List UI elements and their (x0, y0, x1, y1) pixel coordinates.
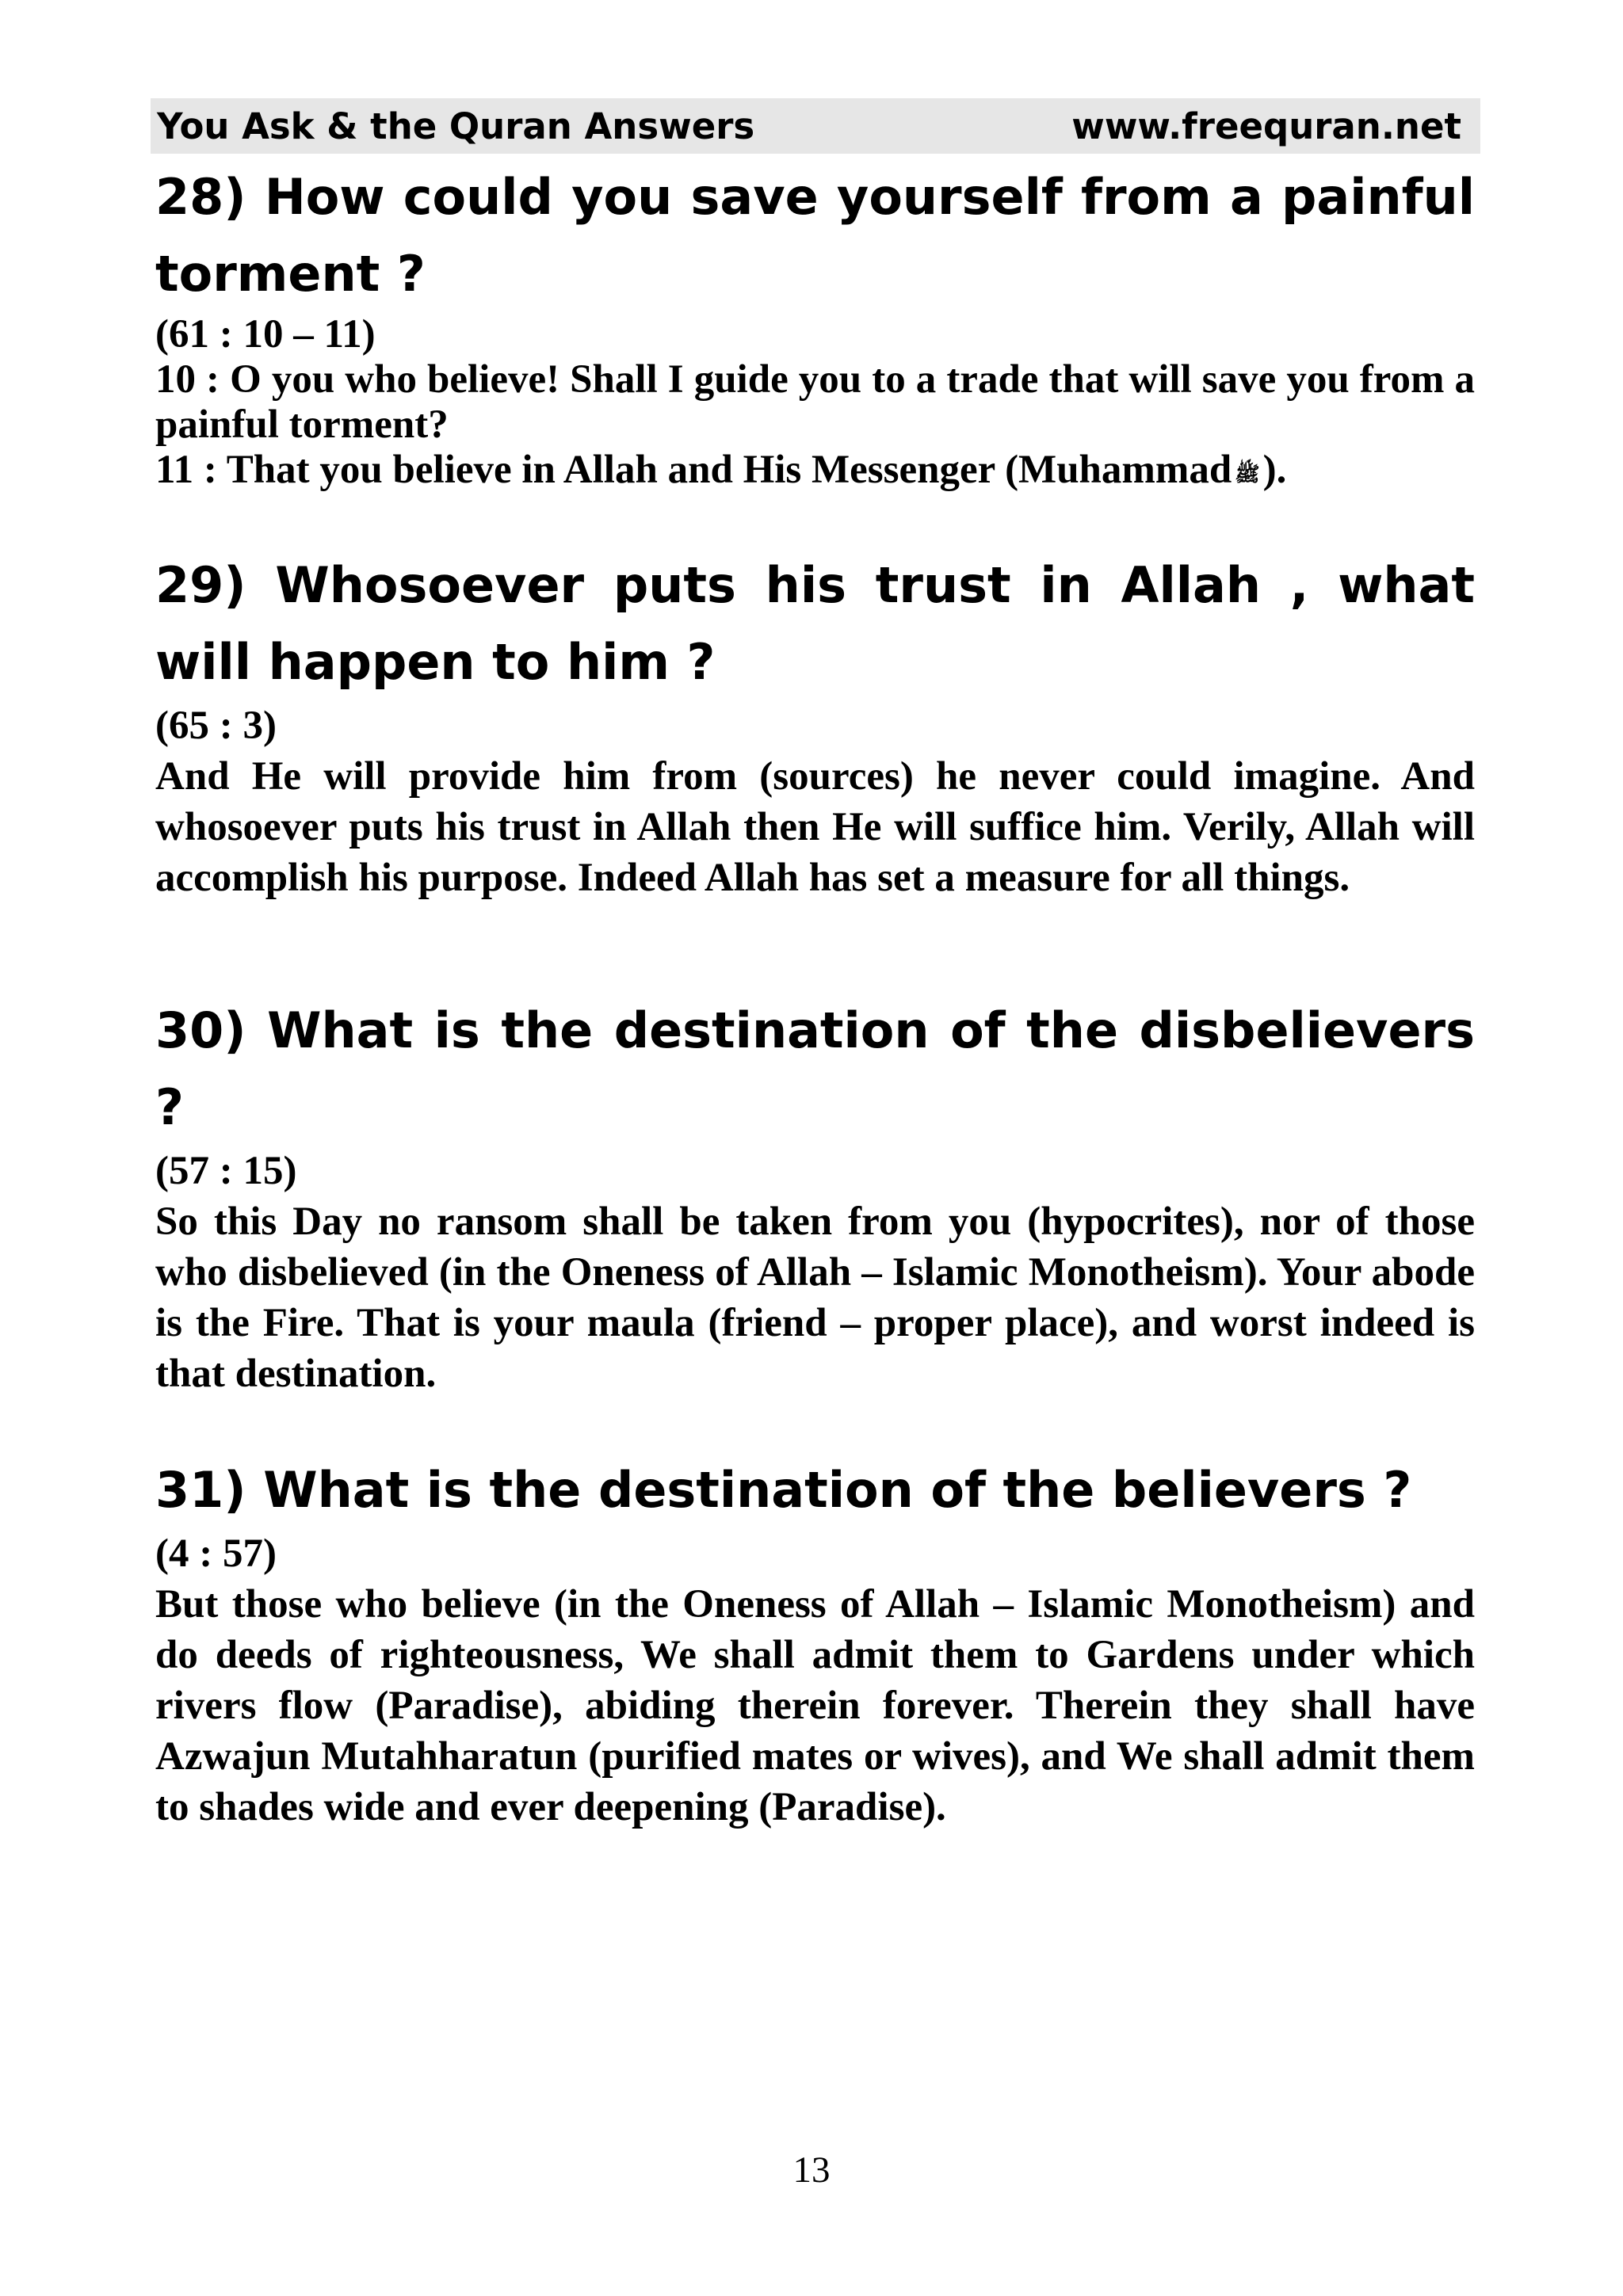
question-section-31 (155, 1451, 1475, 1833)
question-heading: 28) How could you save yourself from a painful torment ? (155, 168, 1475, 303)
question-section-30 (155, 992, 1475, 1399)
verse-reference: (61 : 10 – 11) (155, 312, 376, 357)
question-heading: 30) What is the destination of the disbelievers ? (155, 1001, 1475, 1136)
verse-text (155, 448, 1475, 498)
header-website: www.freequran.net (1071, 105, 1461, 147)
verse-text: 10 : O you who believe! Shall I guide you to a trade that will save you from a painful torment? (155, 357, 1475, 447)
verse-text: But those who believe (in the Oneness of Allah – Islamic Monotheism) and do deeds of righteousness, We shall admit them to Gardens under which rivers flow (Paradise), abiding therein forever. Therein they shall have Azwajun Mutahharatun (purified mates or wives), and We shall admit them to shades wide and ever deepening (Paradise). (155, 1582, 1475, 1829)
verse-reference: (65 : 3) (155, 704, 277, 748)
verse-text: And He will provide him from (sources) he never could imagine. And whosoever puts his trust in Allah then He will suffice him. Verily, Allah will accomplish his purpose. Indeed Allah has set a measure for all things. (155, 754, 1475, 900)
verse-text-part: 11 : That you believe in Allah and His Messenger (Muhammad (155, 448, 1232, 492)
verse-reference: (57 : 15) (155, 1149, 297, 1193)
question-section-28 (155, 158, 1475, 498)
page-content (155, 158, 1475, 1833)
question-heading: 31) What is the destination of the believers ? (155, 1461, 1412, 1519)
verse-text-part: ). (1262, 448, 1287, 492)
page-number: 13 (792, 2149, 831, 2191)
question-heading: 29) Whosoever puts his trust in Allah , what will happen to him ? (155, 556, 1475, 691)
verse-text: So this Day no ransom shall be taken from you (hypocrites), nor of those who disbelieved (in the Oneness of Allah – Islamic Monotheism). Your abode is the Fire. That is your maula (friend – proper place), and worst indeed is that destination. (155, 1199, 1475, 1396)
header-title: You Ask & the Quran Answers (157, 105, 755, 147)
pbuh-symbol: ﷺ (1235, 463, 1260, 486)
verse-reference: (4 : 57) (155, 1531, 277, 1576)
page-header (151, 98, 1480, 154)
question-section-29 (155, 547, 1475, 903)
